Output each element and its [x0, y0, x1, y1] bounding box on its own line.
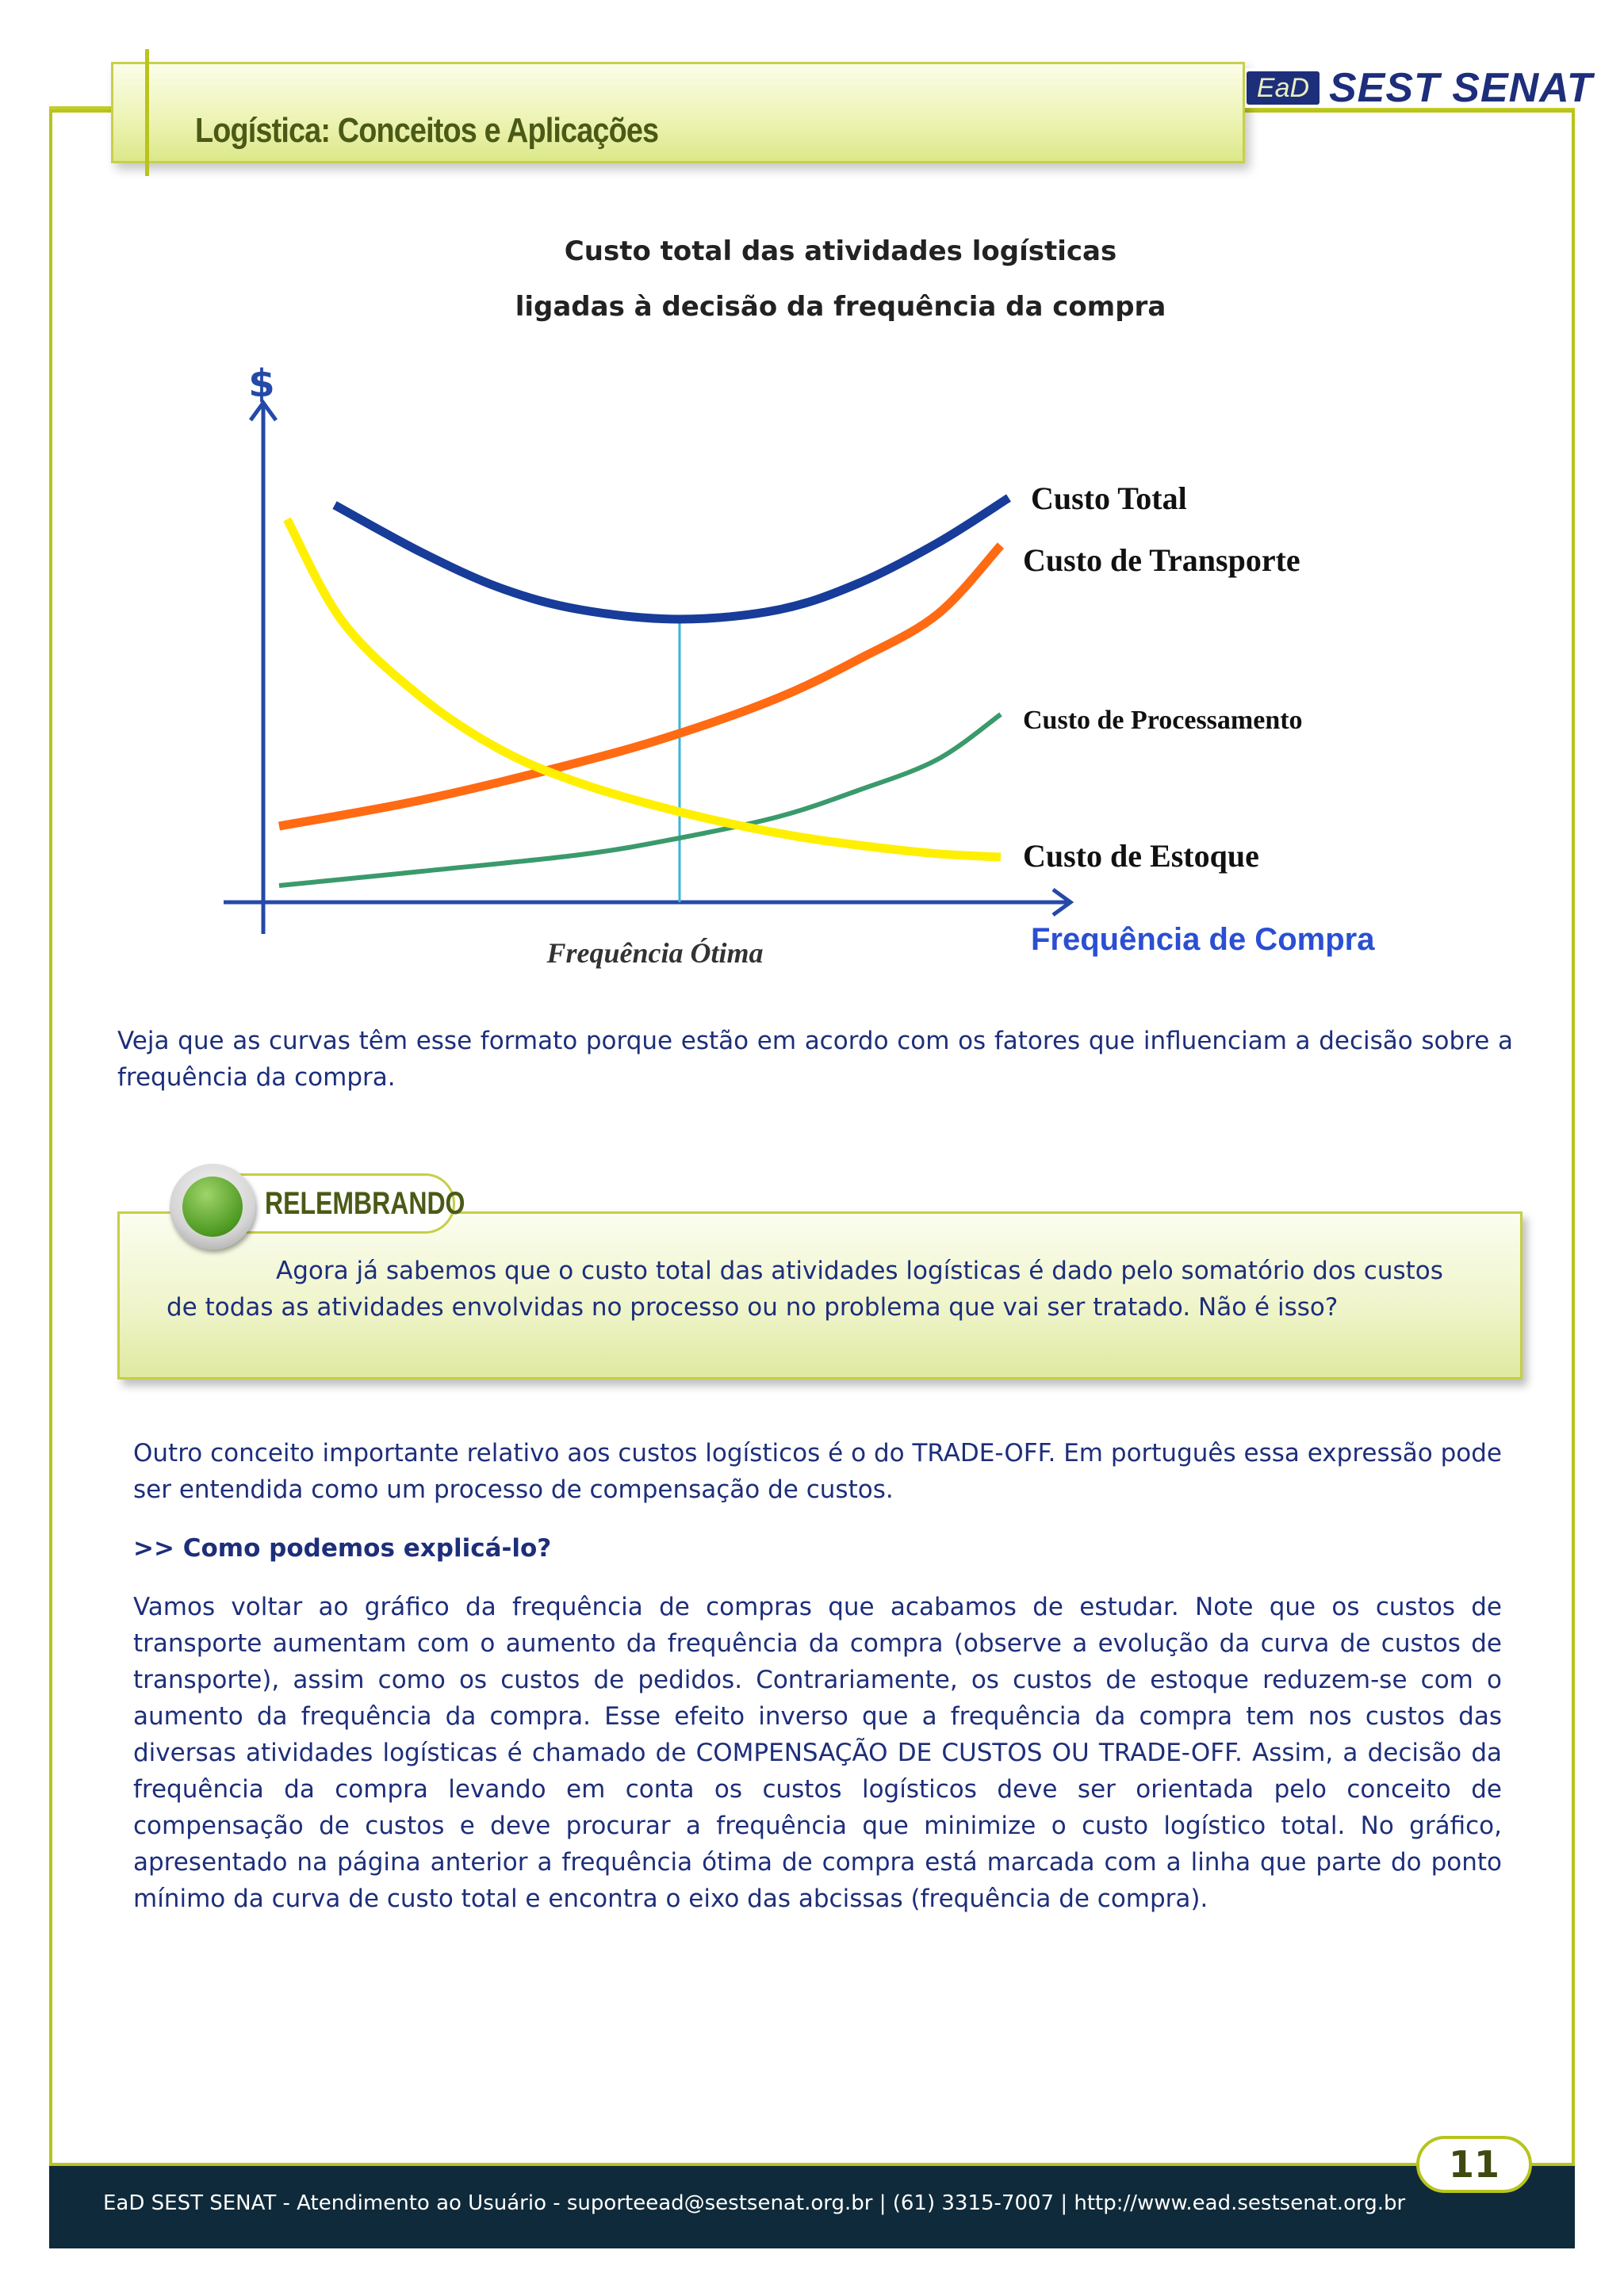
- trade-off-paragraph: Outro conceito importante relativo aos custos logísticos é o do TRADE-OFF. Em português essa expressão pode ser entendida como um processo de compensação de custos.: [133, 1439, 1502, 1504]
- speech-bubble-icon: [170, 1164, 255, 1249]
- optimum-label: Frequência Ótima: [546, 937, 764, 969]
- series-line-custo-total: [335, 498, 1009, 619]
- speech-bubble-icon-core: [182, 1177, 243, 1237]
- logo-brand: SEST SENAT: [1329, 65, 1593, 111]
- page-number: 11: [1416, 2136, 1532, 2193]
- series-label-custo-de-transporte: Custo de Transporte: [1023, 542, 1300, 578]
- footer-contact: EaD SEST SENAT - Atendimento ao Usuário - suporteead@sestsenat.org.br | (61) 3315-7007 | http://www.ead.sestsenat.org.br: [103, 2191, 1406, 2215]
- x-axis-label: Frequência de Compra: [1031, 922, 1375, 957]
- logo-ead-badge: EaD: [1247, 71, 1320, 105]
- y-axis-label: $: [248, 362, 275, 406]
- intro-paragraph: Veja que as curvas têm esse formato porque estão em acordo com os fatores que influenciam a decisão sobre a frequência da compra.: [117, 1027, 1513, 1092]
- series-label-layer: [1023, 480, 1303, 874]
- page-title: Logística: Conceitos e Aplicações: [195, 111, 659, 150]
- series-line-custo-de-transporte: [279, 545, 1001, 826]
- chart-title-line1: Custo total das atividades logísticas: [564, 235, 1117, 267]
- series-layer: [279, 498, 1009, 902]
- remember-text: Agora já sabemos que o custo total das atividades logísticas é dado pelo somatório dos custos de todas as atividades envolvidas no processo ou no problema que vai ser tratado. Não é isso?: [167, 1257, 1443, 1322]
- remember-label: RELEMBRANDO: [265, 1186, 465, 1221]
- explanation-paragraph: Vamos voltar ao gráfico da frequência de compras que acabamos de estudar. Note que os custos de transporte aumentam com o aumento da frequência da compra (observe a evolução da curva de custos de transporte), assim como os custos de pedidos. Contrariamente, os custos de estoque reduzem-se com o aumento da frequência da compra. Esse efeito inverso que a frequência da compra tem nos custos das diversas atividades logísticas é chamado de COMPENSAÇÃO DE CUSTOS OU TRADE-OFF. Assim, a decisão da frequência da compra levando em conta os custos logísticos deve ser orientada pelo conceito de compensação de custos e deve procurar a frequência que minimize o custo logístico total. No gráfico, apresentado na página anterior a frequência ótima de compra está marcada com a linha que parte do ponto mínimo da curva de custo total e encontra o eixo das abcissas (frequência de compra).: [133, 1593, 1502, 1913]
- series-label-custo-total: Custo Total: [1031, 480, 1187, 516]
- chart-title-line2: ligadas à decisão da frequência da compra: [515, 291, 1166, 323]
- question-heading: >> Como podemos explicá-lo?: [133, 1534, 552, 1563]
- cost-chart: [0, 0, 1624, 999]
- series-label-custo-de-processamento: Custo de Processamento: [1023, 706, 1303, 735]
- series-label-custo-de-estoque: Custo de Estoque: [1023, 838, 1259, 874]
